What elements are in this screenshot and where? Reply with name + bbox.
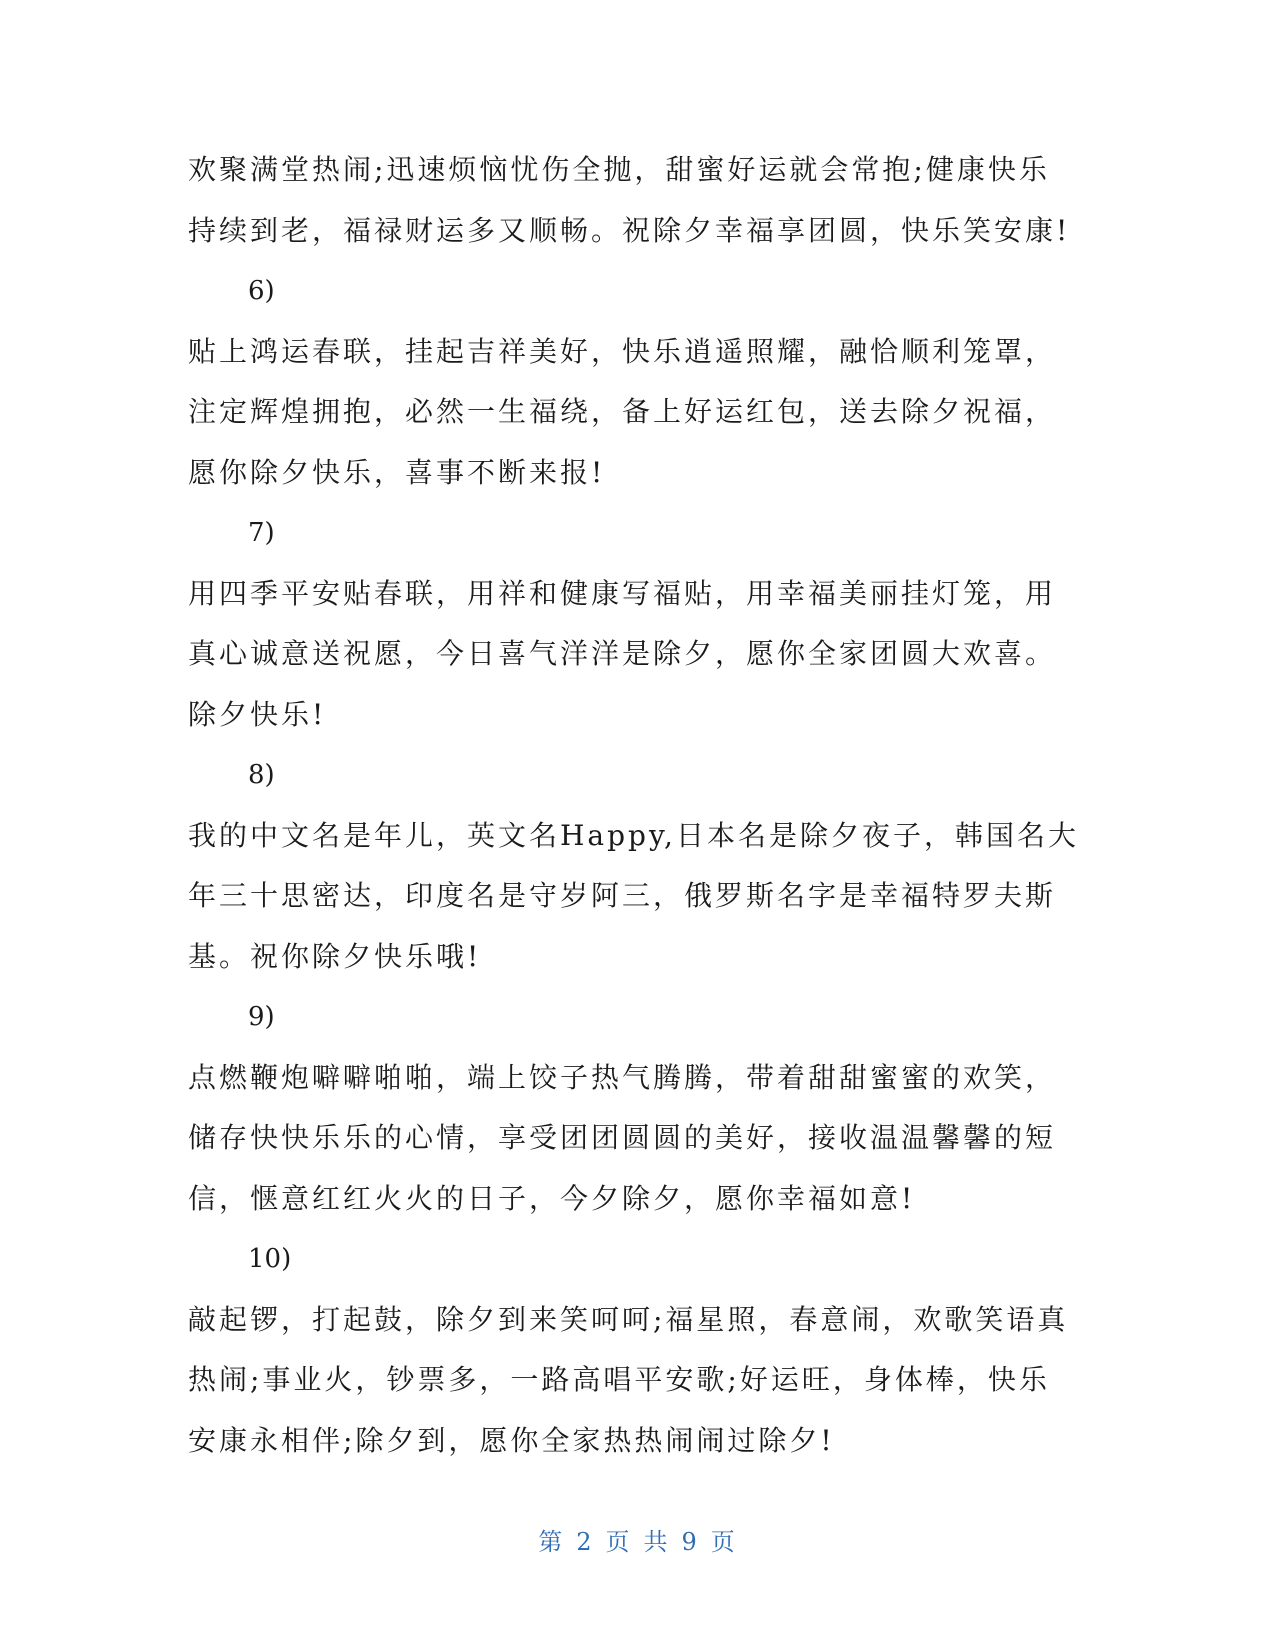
footer-suffix: 页 <box>710 1528 737 1556</box>
body-line: 真心诚意送祝愿，今日喜气洋洋是除夕，愿你全家团圆大欢喜。 <box>188 637 1057 670</box>
item-number: 10) <box>248 1244 292 1274</box>
body-line: 热闹;事业火，钞票多，一路高唱平安歌;好运旺，身体棒，快乐 <box>188 1363 1050 1396</box>
item-number: 7) <box>248 518 275 548</box>
body-line: 敲起锣，打起鼓，除夕到来笑呵呵;福星照，春意闹，欢歌笑语真 <box>188 1302 1069 1336</box>
body-line: 点燃鞭炮噼噼啪啪，端上饺子热气腾腾，带着甜甜蜜蜜的欢笑， <box>188 1060 1057 1094</box>
footer-page-unit: 页 <box>605 1528 632 1556</box>
body-line: 贴上鸿运春联，挂起吉祥美好，快乐逍遥照耀，融恰顺利笼罩， <box>188 334 1057 368</box>
body-line: 用四季平安贴春联，用祥和健康写福贴，用幸福美丽挂灯笼，用 <box>188 576 1057 610</box>
body-line: 年三十思密达，印度名是守岁阿三，俄罗斯名字是幸福特罗夫斯 <box>188 879 1057 912</box>
body-line: 注定辉煌拥抱，必然一生福绕，备上好运红包，送去除夕祝福， <box>188 395 1057 428</box>
item-number: 9) <box>248 1002 275 1032</box>
item-number: 6) <box>248 276 275 306</box>
footer-prefix: 第 <box>538 1528 565 1556</box>
body-line: 储存快快乐乐的心情，享受团团圆圆的美好，接收温温馨馨的短 <box>188 1121 1057 1154</box>
body-line: 基。祝你除夕快乐哦! <box>188 939 482 973</box>
footer-total-pages: 9 <box>681 1528 699 1556</box>
body-line: 欢聚满堂热闹;迅速烦恼忧伤全抛，甜蜜好运就会常抱;健康快乐 <box>188 153 1050 186</box>
body-line: 持续到老，福禄财运多又顺畅。祝除夕幸福享团圆，快乐笑安康! <box>188 213 1071 247</box>
footer-current-page: 2 <box>576 1528 594 1556</box>
body-line: 除夕快乐! <box>188 697 327 731</box>
body-line: 我的中文名是年儿，英文名Happy,日本名是除夕夜子，韩国名大 <box>188 818 1079 852</box>
body-line: 安康永相伴;除夕到，愿你全家热热闹闹过除夕! <box>188 1423 835 1457</box>
body-line: 愿你除夕快乐，喜事不断来报! <box>188 455 606 489</box>
body-line: 信，惬意红红火火的日子，今夕除夕，愿你幸福如意! <box>188 1181 916 1215</box>
document-body <box>188 140 1079 1471</box>
item-number: 8) <box>248 760 275 790</box>
page-footer <box>0 1522 1275 1557</box>
footer-total-word: 共 <box>643 1528 670 1556</box>
